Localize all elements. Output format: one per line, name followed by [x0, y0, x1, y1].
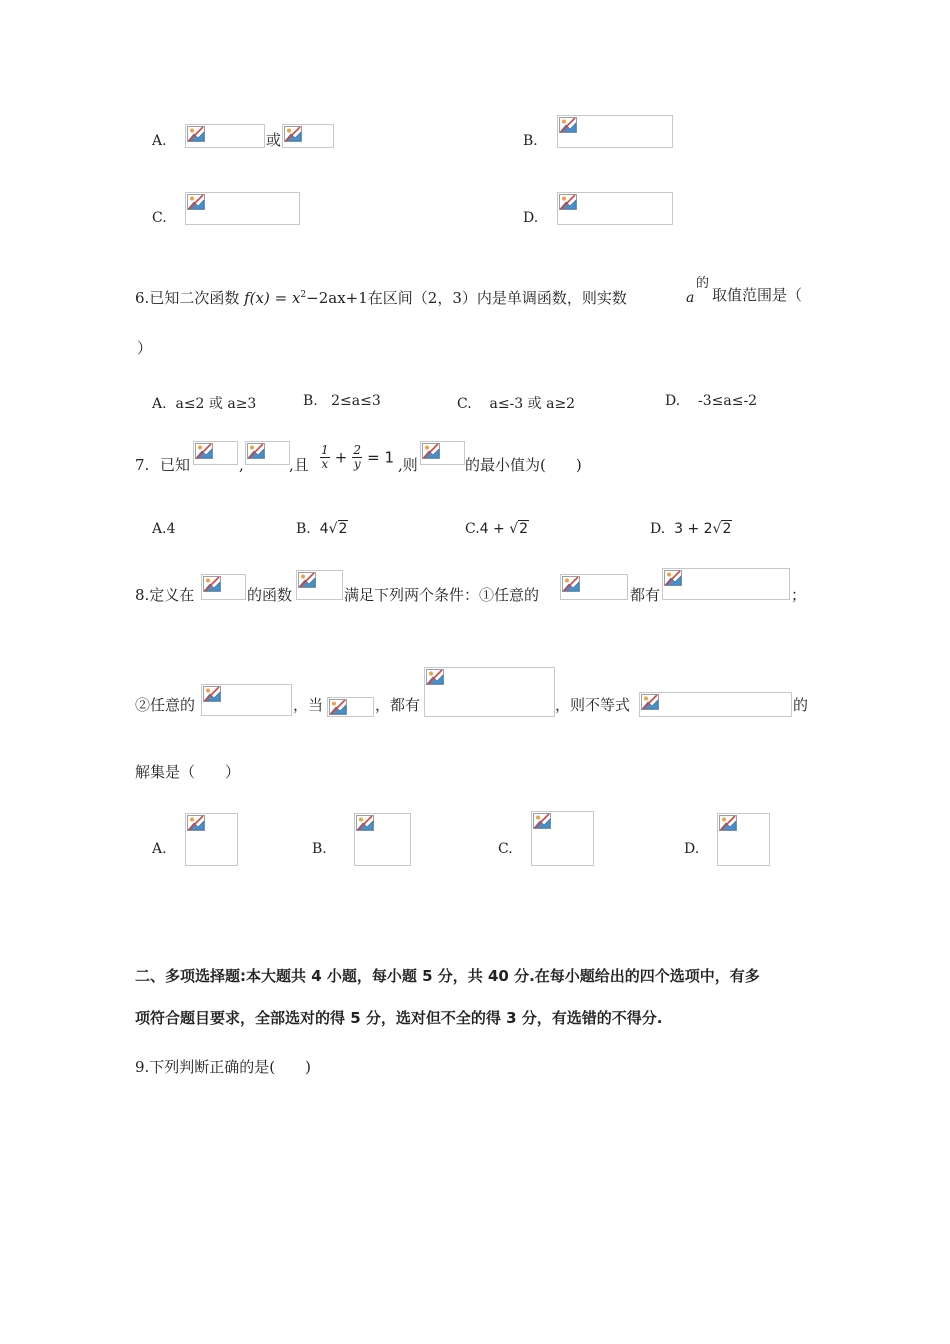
q7-condition-1	[193, 441, 238, 465]
q6-option-c-label: C.	[457, 396, 472, 412]
q8-option-d-formula	[717, 813, 770, 866]
q8-line1-e: ；	[791, 586, 807, 604]
q7-option-c-rad: 2	[519, 521, 529, 537]
q6-number: 6.	[135, 289, 150, 307]
q8-option-a-formula	[185, 813, 238, 866]
q7-target-expression	[420, 441, 465, 465]
broken-image-icon	[664, 570, 682, 586]
q7-option-b-coef: 4	[319, 521, 329, 537]
q8-option-a-label: A.	[152, 841, 167, 857]
q7-option-a-text: 4	[166, 521, 176, 537]
q6-text-suffix: 取值范围是（	[712, 286, 803, 304]
q6-option-a-label: A.	[152, 396, 167, 412]
q6-option-d	[665, 393, 757, 409]
q8-line2-e: 的	[793, 696, 809, 714]
q5-option-a-join: 或	[266, 131, 282, 149]
q8-inequality	[639, 692, 792, 717]
broken-image-icon	[559, 194, 577, 210]
q7-option-d-rad: 2	[722, 521, 732, 537]
q8-line1-b: 的函数	[247, 586, 293, 604]
q7-option-b-label: B.	[296, 521, 311, 537]
q7-frac-1-den: x	[321, 457, 329, 471]
q7-eq-one: = 1	[367, 448, 395, 467]
q8-line2-d: ，则不等式	[555, 696, 631, 714]
q7-frac-2-num: 2	[353, 443, 362, 457]
q8-option-b-formula	[354, 813, 411, 866]
q6-option-a-text: a≤2 或 a≥3	[175, 396, 257, 412]
q6-option-a	[152, 393, 256, 413]
q6-option-d-text: -3≤a≤-2	[698, 393, 758, 409]
broken-image-icon	[187, 815, 205, 831]
q6-exp: 2	[300, 290, 307, 300]
q6-stem	[135, 285, 627, 308]
q7-equation	[320, 444, 394, 471]
q7-option-a	[152, 521, 175, 537]
q8-option-b-label: B.	[312, 841, 327, 857]
q7-comma: ,	[239, 456, 244, 474]
q8-condition-2-var	[201, 684, 292, 716]
q8-line1-d: 都有	[630, 586, 661, 604]
q6-close-paren: ）	[137, 339, 153, 357]
q8-line2-a: ②任意的	[135, 696, 196, 714]
q6-eq: =	[269, 289, 292, 307]
broken-image-icon	[298, 572, 316, 588]
q7-option-c-label: C.	[465, 521, 480, 537]
q7-frac-1	[320, 444, 330, 471]
q5-option-d-formula	[557, 192, 673, 225]
broken-image-icon	[533, 813, 551, 829]
q8-option-c-label: C.	[498, 841, 513, 857]
q5-option-c-label: C.	[152, 210, 167, 226]
broken-image-icon	[562, 576, 580, 592]
q8-line1-a: 8.定义在	[135, 586, 195, 604]
q7-condition-2	[245, 441, 290, 465]
broken-image-icon	[203, 686, 221, 702]
q8-domain	[201, 574, 246, 600]
q6-text-mid: 在区间（2，3）内是单调函数，则实数	[367, 289, 627, 307]
q7-frac-1-num: 1	[321, 443, 329, 457]
q6-option-d-label: D.	[665, 393, 681, 409]
broken-image-icon	[426, 669, 444, 685]
q7-tail: 的最小值为( )	[465, 456, 582, 474]
q7-zhi: 已知	[160, 456, 191, 474]
q7-option-d-coef: 3 + 2	[674, 521, 713, 537]
broken-image-icon	[641, 694, 659, 710]
q7-option-b-rad: 2	[338, 521, 348, 537]
q8-function	[296, 570, 343, 600]
q7-option-c: C.4 + √2	[465, 521, 529, 537]
q6-de: 的	[696, 276, 710, 291]
q6-option-b	[303, 393, 381, 409]
broken-image-icon	[356, 815, 374, 831]
section2-heading-line1: 二、多项选择题:本大题共 4 小题，每小题 5 分，共 40 分.在每小题给出的四个选项中，有多	[135, 967, 760, 985]
q6-rest: −2ax+1	[306, 289, 368, 307]
q7-number: 7.	[135, 456, 150, 474]
q8-option-d-label: D.	[684, 841, 700, 857]
q7-plus: +	[334, 448, 348, 467]
q7-option-a-label: A.	[152, 521, 167, 537]
q8-line2-c: ，都有	[375, 696, 421, 714]
q9-stem: 9.下列判断正确的是( )	[135, 1058, 312, 1076]
q5-option-a-formula-2	[282, 124, 334, 148]
q8-line3: 解集是（ ）	[135, 763, 241, 781]
q8-condition-2-when	[327, 697, 374, 717]
q7-qie: ,且	[289, 456, 309, 474]
q7-option-d: D. 3 + 2√2	[650, 521, 732, 537]
q5-option-a-label: A.	[152, 133, 167, 149]
q8-condition-2-formula	[424, 667, 555, 717]
q5-option-b-formula	[557, 115, 673, 148]
q6-func: f(x)	[244, 289, 270, 307]
q6-option-b-label: B.	[303, 393, 318, 409]
broken-image-icon	[195, 443, 213, 459]
broken-image-icon	[247, 443, 265, 459]
q8-line2-b: ，当	[293, 696, 324, 714]
broken-image-icon	[187, 126, 205, 142]
q8-condition-1-var	[560, 574, 628, 600]
q7-option-b: B. 4√2	[296, 521, 348, 537]
q8-line1-c: 满足下列两个条件：①任意的	[344, 586, 540, 604]
q6-option-c-text: a≤-3 或 a≥2	[489, 396, 576, 412]
q6-option-b-text: 2≤a≤3	[331, 393, 381, 409]
q7-frac-2-den: y	[353, 457, 361, 471]
q8-option-c-formula	[531, 811, 594, 866]
broken-image-icon	[719, 815, 737, 831]
q5-option-a-formula-1	[185, 124, 265, 148]
q6-option-c	[457, 393, 575, 413]
broken-image-icon	[559, 117, 577, 133]
q6-x: x	[291, 289, 301, 307]
q7-frac-2	[352, 444, 362, 471]
broken-image-icon	[187, 194, 205, 210]
q6-text-prefix: 已知二次函数	[149, 289, 240, 307]
q8-condition-1-formula	[662, 568, 790, 600]
q6-var: a	[686, 290, 695, 306]
q5-option-d-label: D.	[523, 210, 539, 226]
q5-option-b-label: B.	[523, 133, 538, 149]
q7-ze: ,则	[398, 456, 418, 474]
broken-image-icon	[329, 699, 347, 715]
q7-option-d-label: D.	[650, 521, 666, 537]
q7-option-c-coef: 4 +	[479, 521, 510, 537]
section2-heading-line2: 项符合题目要求，全部选对的得 5 分，选对但不全的得 3 分，有选错的不得分.	[135, 1009, 663, 1027]
q5-option-c-formula	[185, 192, 300, 225]
broken-image-icon	[284, 126, 302, 142]
broken-image-icon	[422, 443, 440, 459]
broken-image-icon	[203, 576, 221, 592]
